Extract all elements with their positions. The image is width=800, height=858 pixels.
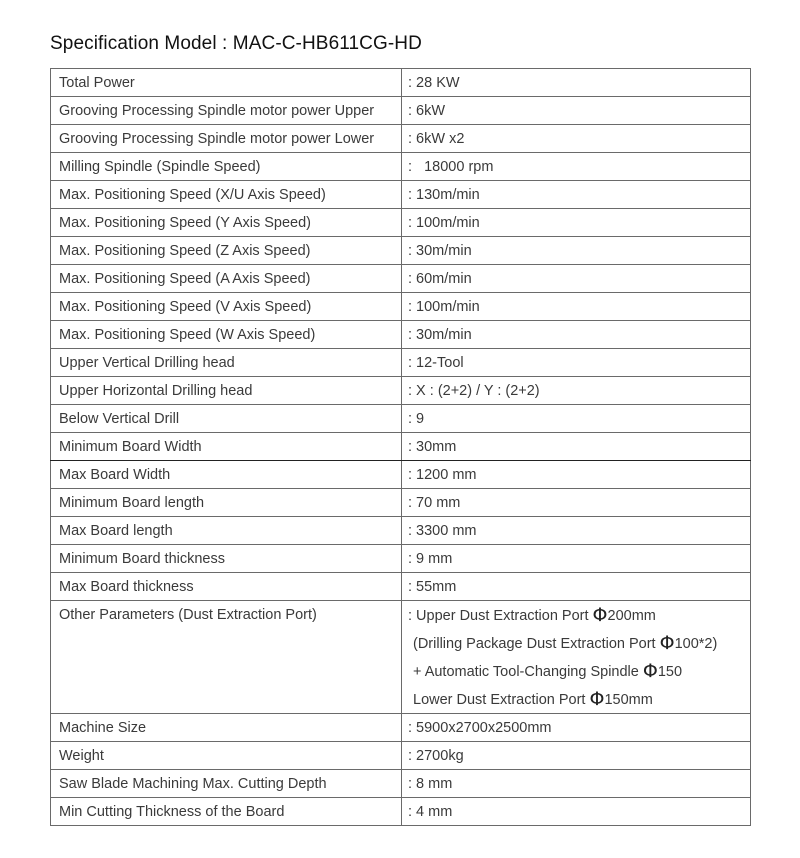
dust-line-drilling-size: 100*2) (674, 636, 718, 652)
diameter-icon: Φ (592, 604, 608, 626)
table-row (51, 517, 751, 545)
table-row (51, 265, 751, 293)
table-row (51, 433, 751, 461)
spec-param: Max. Positioning Speed (V Axis Speed) (51, 293, 402, 321)
spec-param: Minimum Board length (51, 489, 402, 517)
diameter-icon: Φ (659, 632, 675, 654)
spec-param: Max Board thickness (51, 573, 402, 601)
spec-value: : 4 mm (402, 798, 751, 826)
dust-line-spindle-size: 150 (657, 664, 683, 680)
dust-line-drilling-text: (Drilling Package Dust Extraction Port (413, 636, 660, 652)
page-title: Specification Model : MAC-C-HB611CG-HD (50, 33, 422, 54)
spec-value: : 1200 mm (402, 461, 751, 489)
spec-param: Minimum Board Width (51, 433, 402, 461)
table-row (51, 742, 751, 770)
spec-value-dust (402, 601, 751, 714)
spec-value: : 55mm (402, 573, 751, 601)
dust-line-lower-text: Lower Dust Extraction Port (413, 692, 590, 708)
table-row (51, 770, 751, 798)
dust-line-upper-text: : Upper Dust Extraction Port (408, 608, 593, 624)
spec-param: Max. Positioning Speed (W Axis Speed) (51, 321, 402, 349)
table-row (51, 153, 751, 181)
spec-param: Min Cutting Thickness of the Board (51, 798, 402, 826)
spec-value: : 9 mm (402, 545, 751, 573)
table-row (51, 97, 751, 125)
spec-param: Grooving Processing Spindle motor power Upper (51, 97, 402, 125)
spec-value: : 2700kg (402, 742, 751, 770)
spec-value: : 100m/min (402, 293, 751, 321)
spec-value: : 9 (402, 405, 751, 433)
table-row (51, 293, 751, 321)
dust-line-upper-size: 200mm (607, 608, 656, 624)
spec-param: Grooving Processing Spindle motor power Lower (51, 125, 402, 153)
table-row (51, 125, 751, 153)
spec-param (51, 601, 402, 714)
spec-value: : 12-Tool (402, 349, 751, 377)
table-row (51, 349, 751, 377)
spec-table-body (51, 69, 751, 826)
table-row (51, 69, 751, 97)
spec-param: Milling Spindle (Spindle Speed) (51, 153, 402, 181)
dust-line-spindle-text: + Automatic Tool-Changing Spindle (413, 664, 643, 680)
spec-table (50, 68, 751, 826)
spec-param: Upper Horizontal Drilling head (51, 377, 402, 405)
spec-param: Total Power (51, 69, 402, 97)
dust-line-drilling (408, 629, 750, 657)
diameter-icon: Φ (642, 660, 658, 682)
table-row (51, 798, 751, 826)
table-row (51, 321, 751, 349)
spec-value: : 60m/min (402, 265, 751, 293)
spec-param: Max. Positioning Speed (A Axis Speed) (51, 265, 402, 293)
table-row (51, 405, 751, 433)
table-row (51, 573, 751, 601)
spec-param: Max. Positioning Speed (X/U Axis Speed) (51, 181, 402, 209)
table-row (51, 545, 751, 573)
spec-param: Max. Positioning Speed (Z Axis Speed) (51, 237, 402, 265)
spec-param: Saw Blade Machining Max. Cutting Depth (51, 770, 402, 798)
dust-line-lower (408, 685, 750, 713)
spec-value: : 6kW (402, 97, 751, 125)
dust-line-upper (408, 601, 750, 629)
spec-param: Weight (51, 742, 402, 770)
spec-value: : 70 mm (402, 489, 751, 517)
spec-param: Machine Size (51, 714, 402, 742)
table-row (51, 461, 751, 489)
spec-value: : 30m/min (402, 237, 751, 265)
dust-param-label: Other Parameters (Dust Extraction Port) (59, 607, 317, 623)
spec-value: : 5900x2700x2500mm (402, 714, 751, 742)
spec-value: : 100m/min (402, 209, 751, 237)
spec-value: : X : (2+2) / Y : (2+2) (402, 377, 751, 405)
spec-value: : 8 mm (402, 770, 751, 798)
table-row (51, 181, 751, 209)
table-row (51, 714, 751, 742)
table-row (51, 377, 751, 405)
spec-param: Upper Vertical Drilling head (51, 349, 402, 377)
table-row (51, 209, 751, 237)
dust-line-lower-size: 150mm (604, 692, 653, 708)
spec-param: Max Board length (51, 517, 402, 545)
spec-param: Below Vertical Drill (51, 405, 402, 433)
table-row-dust-extraction (51, 601, 751, 714)
spec-value: : 6kW x2 (402, 125, 751, 153)
table-row (51, 489, 751, 517)
spec-value: : 28 KW (402, 69, 751, 97)
diameter-icon: Φ (589, 688, 605, 710)
spec-value: : 3300 mm (402, 517, 751, 545)
dust-line-spindle (408, 657, 750, 685)
spec-param: Minimum Board thickness (51, 545, 402, 573)
spec-value: : 130m/min (402, 181, 751, 209)
table-row (51, 237, 751, 265)
spec-param: Max Board Width (51, 461, 402, 489)
spec-value: : 30mm (402, 433, 751, 461)
spec-value: : 30m/min (402, 321, 751, 349)
spec-value: : 18000 rpm (402, 153, 751, 181)
spec-param: Max. Positioning Speed (Y Axis Speed) (51, 209, 402, 237)
